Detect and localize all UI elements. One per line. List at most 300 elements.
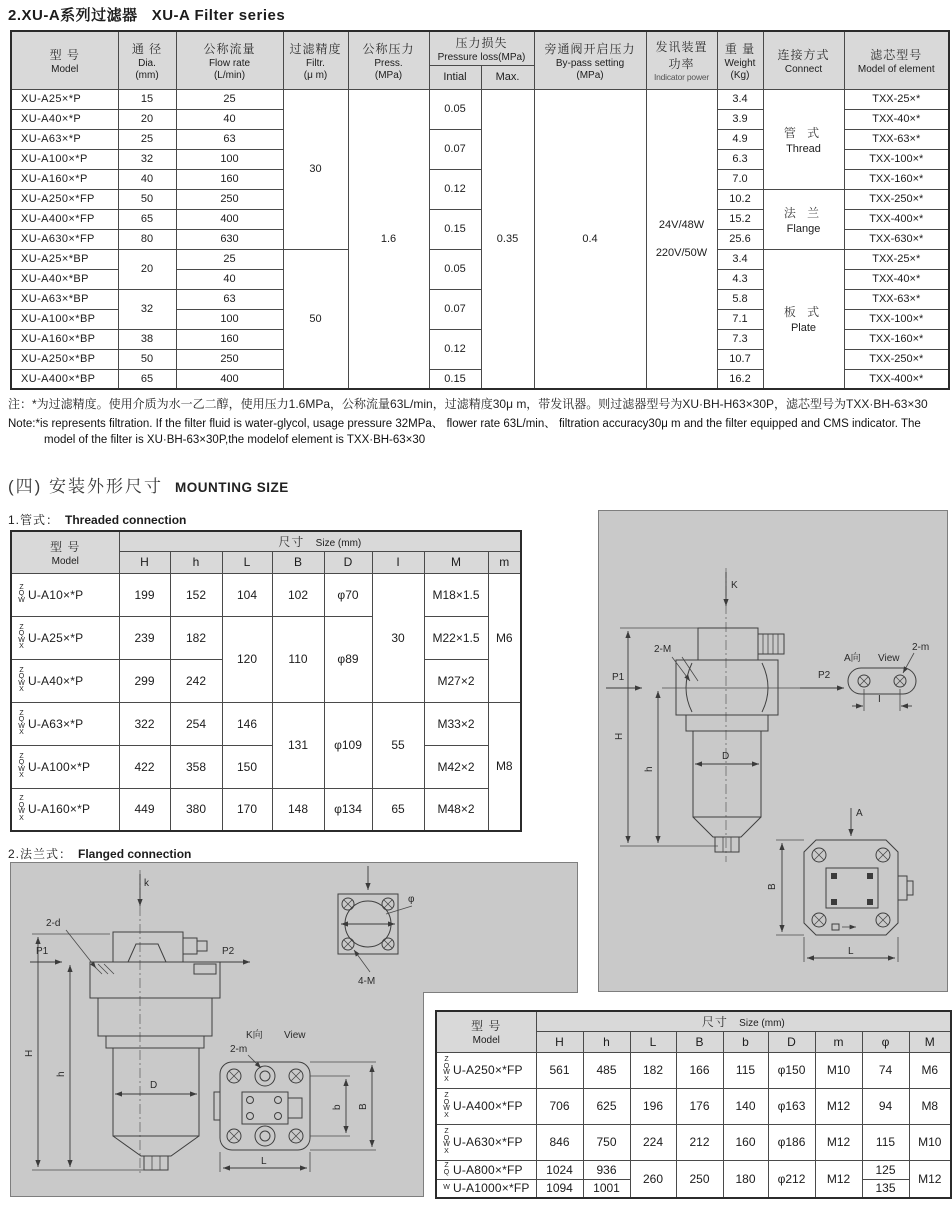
cell-connect <box>763 89 844 189</box>
col-header-model <box>11 531 119 573</box>
cell-phi: 115 <box>862 1124 909 1160</box>
series-prefix <box>17 711 26 737</box>
col-header-model <box>436 1011 536 1052</box>
cell-dia: 25 <box>118 129 176 149</box>
label-a-view: A向 <box>844 653 861 664</box>
cell-flow: 63 <box>176 289 283 309</box>
cell-H: 1094 <box>536 1179 583 1198</box>
cell-h: 380 <box>170 788 222 831</box>
cell-B: 176 <box>676 1088 723 1124</box>
model-text: U-A40×*P <box>28 673 84 688</box>
header-zh: 尺寸 <box>278 534 305 549</box>
model-text: U-A1000×*FP <box>453 1181 530 1196</box>
threaded-table-header <box>11 531 521 573</box>
cell-M: M42×2 <box>424 745 488 788</box>
prefix-letter: Q <box>18 801 25 809</box>
cell-element: TXX-400×* <box>844 209 949 229</box>
cell-dia: 20 <box>118 249 176 289</box>
cell-dia: 50 <box>118 349 176 369</box>
prefix-letter: W <box>443 1105 450 1112</box>
label-D: D <box>150 1080 158 1091</box>
label-p1: P1 <box>612 672 625 683</box>
cell-flow: 100 <box>176 309 283 329</box>
cell-element: TXX-400×* <box>844 369 949 389</box>
cell-M: M18×1.5 <box>424 573 488 616</box>
header-row <box>436 1011 951 1031</box>
cell-H: 239 <box>119 616 170 659</box>
connect-zh: 法 兰 <box>783 205 824 220</box>
cell-h: 936 <box>583 1160 630 1179</box>
cell-M: M12 <box>909 1160 951 1198</box>
cell-B: 110 <box>272 616 324 702</box>
cell-H: 422 <box>119 745 170 788</box>
header-en: Filtr. <box>306 57 325 69</box>
cell-weight: 15.2 <box>717 209 763 229</box>
cell-L: 196 <box>630 1088 676 1124</box>
cell-model: XU-A25×*BP <box>11 249 118 269</box>
prefix-letter: Z <box>19 709 24 717</box>
series-prefix <box>17 668 26 694</box>
cell-element: TXX-40×* <box>844 109 949 129</box>
flanged-table-header <box>436 1011 951 1052</box>
cell-weight: 25.6 <box>717 229 763 249</box>
col-header-pressure-loss <box>429 31 534 65</box>
col-header-L: L <box>222 551 272 573</box>
model-text: U-A800×*FP <box>453 1162 523 1177</box>
prefix-letter: X <box>444 1147 449 1155</box>
cell-model: XU-A100×*P <box>11 149 118 169</box>
mounting-heading <box>8 472 289 497</box>
prefix-letter: W <box>443 1069 450 1076</box>
header-unit: (mm) <box>135 69 159 81</box>
header-zh: 重 量 <box>724 41 756 56</box>
series-prefix <box>442 1093 451 1119</box>
cell-dia: 32 <box>118 289 176 329</box>
cell-b: 140 <box>723 1088 768 1124</box>
cell-weight: 3.4 <box>717 249 763 269</box>
table-row <box>11 745 521 788</box>
cell-h: 254 <box>170 702 222 745</box>
cell-flow: 63 <box>176 129 283 149</box>
label-b: b <box>332 1104 343 1110</box>
model-text: U-A25×*P <box>28 630 84 645</box>
cell-weight: 4.9 <box>717 129 763 149</box>
col-header-b: b <box>723 1031 768 1052</box>
label-L: L <box>848 946 854 957</box>
cell-b: 160 <box>723 1124 768 1160</box>
cell-flow: 160 <box>176 329 283 349</box>
cell-element: TXX-100×* <box>844 149 949 169</box>
col-header-M: M <box>909 1031 951 1052</box>
cell-b: 180 <box>723 1160 768 1198</box>
cell-D: φ70 <box>324 573 372 616</box>
cell-indicator-power <box>646 89 717 389</box>
cell-model <box>11 616 119 659</box>
header-row <box>11 31 949 65</box>
cell-intial: 0.07 <box>429 289 481 329</box>
cell-B: 166 <box>676 1052 723 1088</box>
cell-weight: 3.9 <box>717 109 763 129</box>
cell-model: XU-A100×*BP <box>11 309 118 329</box>
label-view: View <box>284 1030 306 1041</box>
col-header-I: I <box>372 551 424 573</box>
cell-phi: 94 <box>862 1088 909 1124</box>
model-text: U-A160×*P <box>28 802 91 817</box>
table-row <box>11 702 521 745</box>
series-prefix <box>442 1163 451 1176</box>
cell-H: 449 <box>119 788 170 831</box>
prefix-letter: Z <box>444 1162 449 1169</box>
table-row <box>436 1124 951 1160</box>
table-row <box>11 573 521 616</box>
cell-D: φ134 <box>324 788 372 831</box>
cell-L: 146 <box>222 702 272 745</box>
col-header-flow <box>176 31 283 89</box>
cell-dia: 20 <box>118 109 176 129</box>
header-en: Size (mm) <box>739 1017 785 1029</box>
cell-m: M12 <box>815 1088 862 1124</box>
cell-B: 250 <box>676 1160 723 1198</box>
cell-m: M10 <box>815 1052 862 1088</box>
cell-element: TXX-100×* <box>844 309 949 329</box>
table-row <box>11 788 521 831</box>
prefix-letter: Q <box>443 1098 450 1106</box>
cell-weight: 16.2 <box>717 369 763 389</box>
col-header-h: h <box>583 1031 630 1052</box>
cell-H: 561 <box>536 1052 583 1088</box>
header-zh: 旁通阀开启压力 <box>544 41 636 56</box>
cell-M: M33×2 <box>424 702 488 745</box>
prefix-letter: X <box>444 1111 449 1119</box>
cell-H: 299 <box>119 659 170 702</box>
prefix-letter: Q <box>18 590 25 598</box>
threaded-title-en: Threaded connection <box>65 513 187 527</box>
header-unit: (μ m) <box>303 69 328 81</box>
cell-phi: 135 <box>862 1179 909 1198</box>
header-zh: 尺寸 <box>701 1014 728 1029</box>
model-text: U-A250×*FP <box>453 1063 523 1077</box>
indicator-line: 220V/50W <box>655 246 708 259</box>
cell-model: XU-A160×*BP <box>11 329 118 349</box>
series-prefix <box>17 585 26 605</box>
note-en: Note:*is represents filtration. If the filter fluid is water-glycol, usage pressure 32MPa、 flower rate 63L/min、 filtration accuracy30μ m and the filter equipped and CMS indicator. The model of the filter is XU·BH-63×30P,the modelof element is TXX·BH-63×30 <box>8 418 921 446</box>
cell-h: 485 <box>583 1052 630 1088</box>
label-h: h <box>644 766 655 772</box>
cell-filtr_bottom: 50 <box>283 249 348 389</box>
cell-element: TXX-160×* <box>844 329 949 349</box>
cell-element: TXX-160×* <box>844 169 949 189</box>
model-text: U-A400×*FP <box>453 1099 523 1113</box>
cell-B: 131 <box>272 702 324 788</box>
main-table-body <box>11 89 949 389</box>
cell-dia: 32 <box>118 149 176 169</box>
connect-en: Thread <box>786 142 821 155</box>
model-with-prefix <box>437 1093 536 1119</box>
header-zh: 发讯装置 <box>655 40 708 55</box>
header-unit: (MPa) <box>374 69 403 81</box>
cell-model: XU-A400×*BP <box>11 369 118 389</box>
cell-h: 1001 <box>583 1179 630 1198</box>
cell-max: 0.35 <box>481 89 534 389</box>
cell-H: 706 <box>536 1088 583 1124</box>
prefix-letter: Q <box>443 1168 450 1176</box>
cell-h: 750 <box>583 1124 630 1160</box>
cell-L: 182 <box>630 1052 676 1088</box>
model-with-prefix <box>12 668 119 694</box>
label-h: h <box>56 1071 67 1077</box>
cell-model <box>436 1052 536 1088</box>
header-unit: (MPa) <box>576 69 604 81</box>
cell-model: XU-A63×*P <box>11 129 118 149</box>
cell-model <box>11 745 119 788</box>
label-D: D <box>722 751 730 762</box>
prefix-letter: Q <box>18 630 25 637</box>
cell-connect <box>763 249 844 389</box>
model-text: U-A63×*P <box>28 716 84 731</box>
cell-filtr_top: 30 <box>283 89 348 249</box>
col-header-indicator <box>646 31 717 89</box>
header-zh: 连接方式 <box>777 47 830 62</box>
cell-h: 625 <box>583 1088 630 1124</box>
table-row <box>11 89 949 109</box>
cell-model: XU-A250×*BP <box>11 349 118 369</box>
cell-D: φ89 <box>324 616 372 702</box>
cell-D: φ163 <box>768 1088 815 1124</box>
cell-model: XU-A40×*BP <box>11 269 118 289</box>
cell-b: 115 <box>723 1052 768 1088</box>
col-header-M: M <box>424 551 488 573</box>
cell-L: 120 <box>222 616 272 702</box>
col-header-B: B <box>676 1031 723 1052</box>
cell-model <box>11 573 119 616</box>
cell-B: 212 <box>676 1124 723 1160</box>
indicator-line: 24V/48W <box>658 218 705 231</box>
threaded-section-title <box>8 511 186 528</box>
header-unit: (L/min) <box>213 69 246 81</box>
header-unit: (Kg) <box>730 69 750 81</box>
connect-en: Plate <box>790 322 817 335</box>
header-zh: 通 径 <box>131 41 163 56</box>
cell-phi: 74 <box>862 1052 909 1088</box>
label-view: View <box>878 653 900 664</box>
prefix-letter: Q <box>18 759 25 766</box>
cell-D: φ186 <box>768 1124 815 1160</box>
prefix-letter: Z <box>19 666 24 674</box>
col-header-size <box>536 1011 951 1031</box>
cell-weight: 7.3 <box>717 329 763 349</box>
series-prefix <box>17 754 26 780</box>
header-zh: 过滤精度 <box>289 41 342 56</box>
cell-dia: 65 <box>118 209 176 229</box>
table-row <box>436 1052 951 1088</box>
prefix-letter: W <box>443 1184 450 1191</box>
label-k: K <box>731 580 738 591</box>
cell-m: M12 <box>815 1124 862 1160</box>
prefix-letter: X <box>19 814 24 822</box>
cell-B: 148 <box>272 788 324 831</box>
cell-element: TXX-630×* <box>844 229 949 249</box>
header-zh: 型 号 <box>49 47 80 62</box>
label-p2: P2 <box>222 946 235 957</box>
cell-model: XU-A160×*P <box>11 169 118 189</box>
mounting-heading-zh: (四) 安装外形尺寸 <box>8 477 164 496</box>
cell-element: TXX-25×* <box>844 89 949 109</box>
col-header-B: B <box>272 551 324 573</box>
header-zh: 型 号 <box>50 539 81 554</box>
cell-h: 242 <box>170 659 222 702</box>
cell-D: φ212 <box>768 1160 815 1198</box>
cell-model: XU-A400×*FP <box>11 209 118 229</box>
prefix-letter: X <box>19 729 24 736</box>
col-header-loss-intial: Intial <box>429 65 481 89</box>
table-row <box>11 616 521 659</box>
cell-element: TXX-40×* <box>844 269 949 289</box>
cell-flow: 40 <box>176 109 283 129</box>
col-header-H: H <box>536 1031 583 1052</box>
model-with-prefix <box>437 1129 536 1155</box>
header-zh: 功率 <box>668 57 695 72</box>
label-A: A <box>856 808 863 819</box>
cell-element: TXX-25×* <box>844 249 949 269</box>
cell-H: 1024 <box>536 1160 583 1179</box>
cell-model <box>436 1160 536 1179</box>
cell-element: TXX-63×* <box>844 129 949 149</box>
cell-model: XU-A25×*P <box>11 89 118 109</box>
col-header-m: m <box>815 1031 862 1052</box>
cell-m: M6 <box>488 573 521 702</box>
series-prefix <box>442 1057 451 1083</box>
cell-I: 55 <box>372 702 424 788</box>
prefix-letter: Z <box>19 623 24 631</box>
cell-h: 152 <box>170 573 222 616</box>
cell-I: 30 <box>372 573 424 702</box>
model-with-prefix <box>12 754 119 780</box>
cell-dia: 40 <box>118 169 176 189</box>
model-with-prefix <box>12 796 119 822</box>
cell-flow: 40 <box>176 269 283 289</box>
connect-zh: 板 式 <box>783 305 824 320</box>
page-title <box>8 4 285 25</box>
prefix-letter: X <box>19 772 24 779</box>
model-with-prefix <box>12 711 119 737</box>
cell-M: M22×1.5 <box>424 616 488 659</box>
model-text: U-A100×*P <box>28 759 91 774</box>
model-text: U-A630×*FP <box>453 1135 523 1149</box>
cell-element: TXX-250×* <box>844 189 949 209</box>
note-zh: 注：*为过滤精度。使用介质为水一乙二醇，使用压力1.6MPa，公称流量63L/min，过滤精度30μ m，带发讯器。则过滤器型号为XU·BH-H63×30P，滤芯型号为TXX·BH-63×30 <box>8 397 928 411</box>
cell-weight: 10.7 <box>717 349 763 369</box>
cell-intial: 0.15 <box>429 369 481 389</box>
col-header-m: m <box>488 551 521 573</box>
cell-B: 102 <box>272 573 324 616</box>
cell-dia: 50 <box>118 189 176 209</box>
cell-model: XU-A63×*BP <box>11 289 118 309</box>
col-header-D: D <box>768 1031 815 1052</box>
cell-D: φ109 <box>324 702 372 788</box>
cell-flow: 100 <box>176 149 283 169</box>
prefix-letter: Q <box>443 1134 450 1142</box>
prefix-letter: W <box>18 765 25 773</box>
header-zh: 压力损失 <box>455 35 508 50</box>
cell-D: φ150 <box>768 1052 815 1088</box>
cell-h: 182 <box>170 616 222 659</box>
cell-L: 224 <box>630 1124 676 1160</box>
cell-m: M8 <box>488 702 521 831</box>
col-header-size <box>119 531 521 551</box>
cell-flow: 160 <box>176 169 283 189</box>
cell-weight: 4.3 <box>717 269 763 289</box>
cell-weight: 10.2 <box>717 189 763 209</box>
prefix-letter: Q <box>18 716 25 723</box>
cell-H: 199 <box>119 573 170 616</box>
col-header-model <box>11 31 118 89</box>
label-B: B <box>767 883 778 890</box>
prefix-letter: Z <box>19 795 24 803</box>
main-spec-table <box>10 30 950 390</box>
prefix-letter: Q <box>443 1062 450 1070</box>
cell-connect <box>763 189 844 249</box>
model-with-prefix <box>12 585 119 605</box>
notes <box>8 396 948 448</box>
label-2-m: 2-m <box>230 1044 248 1055</box>
cell-model <box>11 659 119 702</box>
cell-model <box>436 1124 536 1160</box>
cell-L: 104 <box>222 573 272 616</box>
cell-flow: 630 <box>176 229 283 249</box>
cell-phi: 125 <box>862 1160 909 1179</box>
cell-intial: 0.07 <box>429 129 481 169</box>
cell-L: 260 <box>630 1160 676 1198</box>
prefix-letter: X <box>444 1075 449 1083</box>
label-H: H <box>24 1049 35 1057</box>
label-2-m: 2-m <box>912 642 930 653</box>
table-row <box>436 1160 951 1179</box>
cell-dia: 38 <box>118 329 176 349</box>
label-H: H <box>614 732 625 740</box>
label-k: k <box>144 878 149 889</box>
page-title-en: XU-A Filter series <box>151 7 286 24</box>
cell-element: TXX-63×* <box>844 289 949 309</box>
cell-weight: 3.4 <box>717 89 763 109</box>
header-zh: 公称流量 <box>203 41 256 56</box>
cell-weight: 6.3 <box>717 149 763 169</box>
header-en: Flow rate <box>208 57 251 69</box>
cell-model: XU-A250×*FP <box>11 189 118 209</box>
cell-h: 358 <box>170 745 222 788</box>
cell-L: 150 <box>222 745 272 788</box>
threaded-connection-drawing <box>598 510 948 992</box>
prefix-letter: X <box>19 643 24 650</box>
cell-weight: 5.8 <box>717 289 763 309</box>
series-prefix <box>17 796 26 822</box>
col-header-bypass <box>534 31 646 89</box>
header-en: Indicator power <box>653 72 710 83</box>
main-table-header <box>11 31 949 89</box>
threaded-title-zh: 1.管式： <box>8 513 60 527</box>
col-header-pressure <box>348 31 429 89</box>
table-row <box>436 1088 951 1124</box>
cell-weight: 7.1 <box>717 309 763 329</box>
page-title-zh: 2.XU-A系列过滤器 <box>8 7 138 24</box>
cell-intial: 0.05 <box>429 249 481 289</box>
header-row <box>11 531 521 551</box>
flanged-title-zh: 2.法兰式： <box>8 847 73 861</box>
header-en: Size (mm) <box>315 537 362 549</box>
col-header-H: H <box>119 551 170 573</box>
cell-I: 65 <box>372 788 424 831</box>
cell-flow: 400 <box>176 369 283 389</box>
cell-flow: 25 <box>176 89 283 109</box>
